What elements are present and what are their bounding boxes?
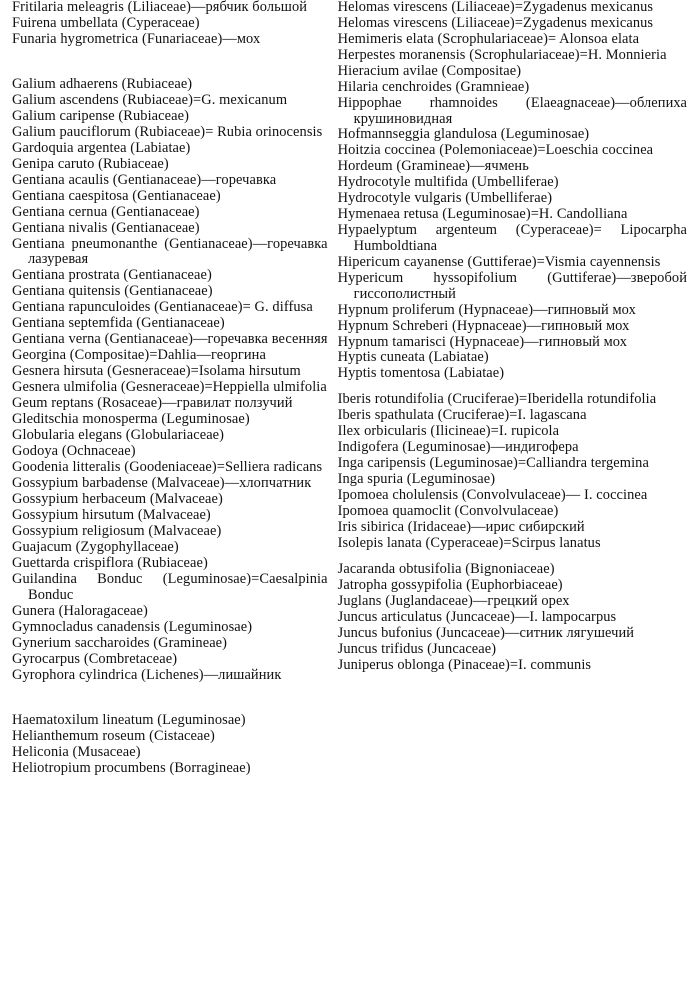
index-entry: Hypnum proliferum (Hypnaceae)—гипновый мох bbox=[337, 301, 636, 318]
index-entry: Gentiana verna (Gentianaceae)—горечавка весенняя bbox=[12, 331, 328, 348]
index-entry: Gunera (Haloragaceae) bbox=[12, 602, 148, 619]
index-entry: Gentiana pneumonanthe (Gentianaceae)—горечавка лазуревая bbox=[12, 235, 328, 268]
index-entry: Fuirena umbellata (Cyperaceae) bbox=[12, 14, 200, 31]
index-entry: Fritilaria meleagris (Liliaceae)—рябчик большой bbox=[12, 0, 308, 15]
index-entry: Hypericum hyssopifolium (Guttiferae)—зверобой гиссополистный bbox=[337, 269, 687, 302]
index-entry: Gymnocladus canadensis (Leguminosae) bbox=[12, 618, 253, 635]
index-entry: Gyrophora cylindrica (Lichenes)—лишайник bbox=[12, 666, 282, 683]
index-entry: Funaria hygrometrica (Funariaceae)—мох bbox=[12, 30, 261, 47]
index-entry: Juglans (Juglandaceae)—грецкий орех bbox=[337, 593, 570, 610]
index-entry: Gleditschia monosperma (Leguminosae) bbox=[12, 411, 250, 428]
index-entry: Juncus trifidus (Juncaceae) bbox=[337, 641, 497, 658]
index-entry: Galium caripense (Rubiaceae) bbox=[12, 107, 189, 124]
left-column bbox=[12, 0, 328, 1000]
index-entry: Iberis rotundifolia (Cruciferae)=Iberidella rotundifolia bbox=[337, 391, 657, 408]
index-entry: Gentiana nivalis (Gentianaceae) bbox=[12, 219, 200, 236]
index-entry: Gentiana acaulis (Gentianaceae)—горечавка bbox=[12, 171, 277, 188]
index-entry: Hydrocotyle multifida (Umbelliferae) bbox=[337, 174, 559, 191]
index-entry: Geum reptans (Rosaceae)—гравилат ползучий bbox=[12, 395, 293, 412]
index-entry: Iris sibirica (Iridaceae)—ирис сибирский bbox=[337, 519, 585, 536]
index-entry: Hipericum cayanense (Guttiferae)=Vismia cayennensis bbox=[337, 253, 661, 270]
index-entry: Genipa caruto (Rubiaceae) bbox=[12, 155, 169, 172]
index-entry: Globularia elegans (Globulariaceae) bbox=[12, 427, 225, 444]
index-entry: Gynerium saccharoides (Gramineae) bbox=[12, 634, 228, 651]
index-entry: Inga spuria (Leguminosae) bbox=[337, 471, 496, 488]
index-entry: Gentiana rapunculoides (Gentianaceae)= G. diffusa bbox=[12, 299, 313, 316]
index-entry: Ilex orbicularis (Ilicineae)=I. rupicola bbox=[337, 423, 560, 440]
index-entry: Gentiana quitensis (Gentianaceae) bbox=[12, 283, 213, 300]
index-entry: Gentiana septemfida (Gentianaceae) bbox=[12, 315, 225, 332]
index-entry: Gentiana prostrata (Gentianaceae) bbox=[12, 267, 212, 284]
index-entry: Helomas virescens (Liliaceae)=Zygadenus mexicanus bbox=[337, 14, 654, 31]
index-entry: Gossypium barbadense (Malvaceae)—хлопчатник bbox=[12, 475, 312, 492]
index-entry: Jacaranda obtusifolia (Bignoniaceae) bbox=[337, 561, 555, 578]
index-entry: Ipomoea quamoclit (Convolvulaceae) bbox=[337, 503, 559, 520]
index-entry: Galium ascendens (Rubiaceae)=G. mexicanum bbox=[12, 91, 288, 108]
index-entry: Guajacum (Zygophyllaceae) bbox=[12, 539, 179, 556]
index-entry: Gossypium herbaceum (Malvaceae) bbox=[12, 491, 223, 508]
index-entry: Heliotropium procumbens (Borragineae) bbox=[12, 759, 251, 776]
index-entry: Gossypium religiosum (Malvaceae) bbox=[12, 523, 222, 540]
index-entry: Hymenaea retusa (Leguminosae)=H. Candolliana bbox=[337, 206, 628, 223]
index-entry: Hemimeris elata (Scrophulariaceae)= Alonsoa elata bbox=[337, 30, 640, 47]
index-entry: Hofmannseggia glandulosa (Leguminosae) bbox=[337, 126, 590, 143]
index-entry: Hyptis tomentosa (Labiatae) bbox=[337, 365, 505, 382]
index-entry: Ipomoea cholulensis (Convolvulaceae)— I. coccinea bbox=[337, 487, 648, 504]
index-entry: Gyrocarpus (Combretaceae) bbox=[12, 650, 178, 667]
index-entry: Hypaelyptum argenteum (Cyperaceae)= Lipocarpha Humboldtiana bbox=[337, 222, 687, 254]
index-entry: Isolepis lanata (Cyperaceae)=Scirpus lanatus bbox=[337, 535, 601, 552]
index-entry: Juniperus oblonga (Pinaceae)=I. communis bbox=[337, 657, 592, 674]
index-entry: Hyptis cuneata (Labiatae) bbox=[337, 349, 489, 366]
index-entry: Heliconia (Musaceae) bbox=[12, 743, 141, 760]
index-entry: Jatropha gossypifolia (Euphorbiaceae) bbox=[337, 577, 563, 594]
index-entry: Helomas virescens (Liliaceae)=Zygadenus mexicanus bbox=[337, 0, 654, 15]
index-entry: Gesnera hirsuta (Gesneraceae)=Isolama hirsutum bbox=[12, 363, 301, 380]
index-entry: Godoya (Ochnaceae) bbox=[12, 443, 136, 460]
index-entry: Galium pauciflorum (Rubiaceae)= Rubia orinocensis bbox=[12, 123, 323, 140]
index-entry: Iberis spathulata (Cruciferae)=I. lagascana bbox=[337, 407, 587, 424]
index-entry: Inga caripensis (Leguminosae)=Calliandra tergemina bbox=[337, 455, 649, 472]
index-entry: Gardoquia argentea (Labiatae) bbox=[12, 139, 191, 156]
index-entry: Indigofera (Leguminosae)—индигофера bbox=[337, 439, 579, 456]
index-entry: Hilaria cenchroides (Gramnieae) bbox=[337, 78, 530, 95]
index-entry: Hippophae rhamnoides (Elaeagnaceae)—облепиха крушиновидная bbox=[337, 94, 687, 127]
index-entry: Hypnum Schreberi (Hypnaceae)—гипновый мох bbox=[337, 317, 630, 334]
index-entry: Georgina (Compositae)=Dahlia—георгина bbox=[12, 347, 266, 364]
index-entry: Juncus articulatus (Juncaceae)—I. lampocarpus bbox=[337, 609, 617, 626]
index-entry: Hypnum tamarisci (Hypnaceae)—гипновый мох bbox=[337, 333, 628, 350]
index-entry: Hydrocotyle vulgaris (Umbelliferae) bbox=[337, 190, 553, 207]
index-entry: Gossypium hirsutum (Malvaceae) bbox=[12, 507, 211, 524]
index-entry: Goodenia litteralis (Goodeniaceae)=Selliera radicans bbox=[12, 459, 323, 476]
index-entry: Juncus bufonius (Juncaceae)—ситник лягушечий bbox=[337, 625, 635, 642]
index-entry: Herpestes moranensis (Scrophulariaceae)=H. Monnieria bbox=[337, 46, 667, 63]
index-entry: Gesnera ulmifolia (Gesneraceae)=Heppiella ulmifolia bbox=[12, 379, 327, 396]
index-entry: Hieracium avilae (Compositae) bbox=[337, 62, 522, 79]
index-entry: Gentiana cernua (Gentianaceae) bbox=[12, 203, 200, 220]
index-entry: Hoitzia coccinea (Polemoniaceae)=Loeschia coccinea bbox=[337, 142, 654, 159]
index-entry: Galium adhaerens (Rubiaceae) bbox=[12, 75, 193, 92]
index-entry: Guettarda crispiflora (Rubiaceae) bbox=[12, 555, 208, 572]
right-column bbox=[338, 0, 687, 1000]
index-entry: Gentiana caespitosa (Gentianaceae) bbox=[12, 187, 221, 204]
index-entry: Hordeum (Gramineae)—ячмень bbox=[337, 158, 529, 175]
index-entry: Haematoxilum lineatum (Leguminosae) bbox=[12, 711, 246, 728]
index-entry: Guilandina Bonduc (Leguminosae)=Caesalpinia Bonduc bbox=[12, 571, 328, 603]
index-entry: Helianthemum roseum (Cistaceae) bbox=[12, 727, 215, 744]
